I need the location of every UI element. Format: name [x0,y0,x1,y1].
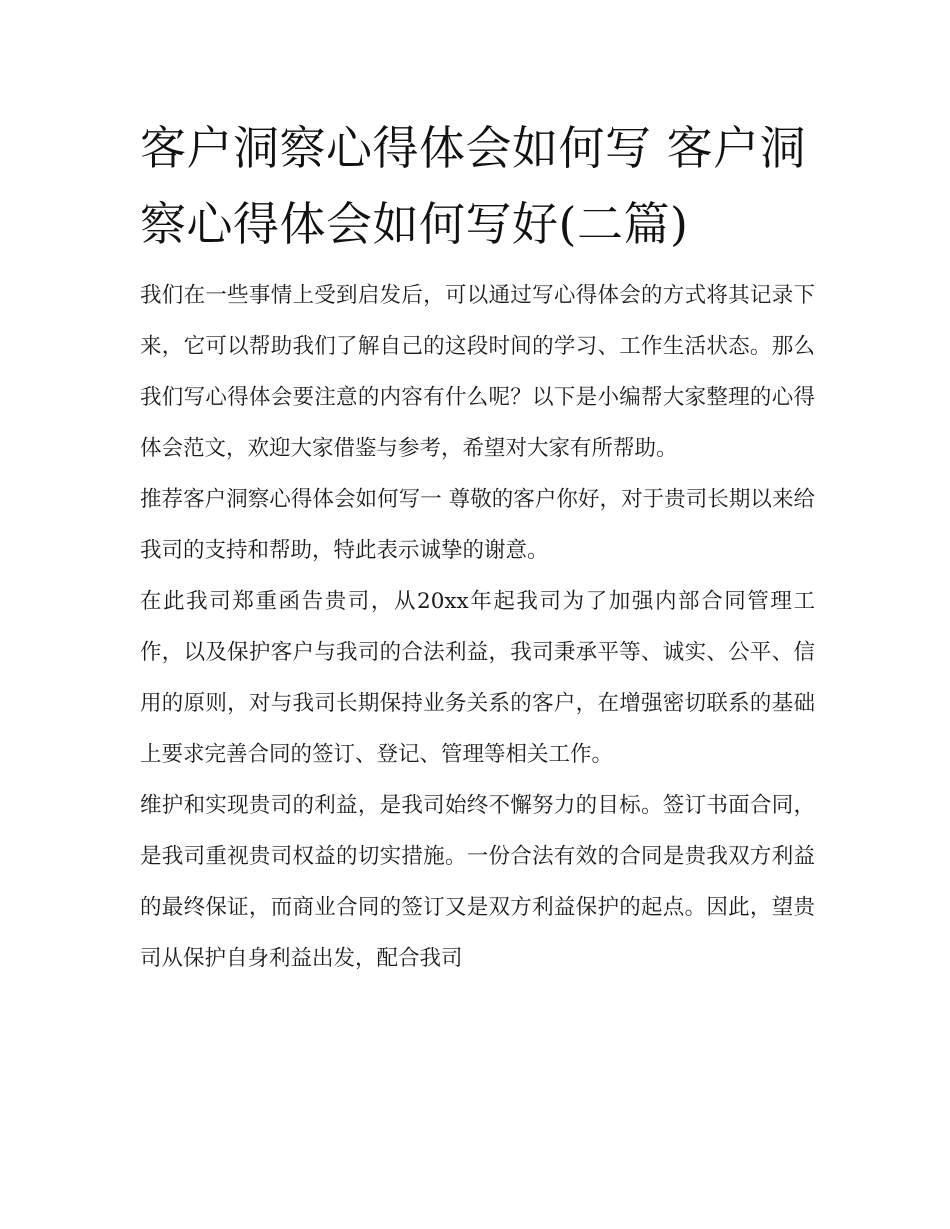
paragraph-greeting: 推荐客户洞察心得体会如何写一 尊敬的客户你好，对于贵司长期以来给我司的支持和帮助，特此表示诚挚的谢意。 [140,487,815,563]
paragraph-intro: 我们在一些事情上受到启发后，可以通过写心得体会的方式将其记录下来，它可以帮助我们了解自己的这段时间的学习、工作生活状态。那么我们写心得体会要注意的内容有什么呢？以下是小编帮大家整理的心得体会范文，欢迎大家借鉴与参考，希望对大家有所帮助。 [140,283,815,461]
paragraph-notice: 在此我司郑重函告贵司，从20xx年起我司为了加强内部合同管理工作，以及保护客户与我司的合法利益，我司秉承平等、诚实、公平、信用的原则，对与我司长期保持业务关系的客户，在增强密切联系的基础上要求完善合同的签订、登记、管理等相关工作。 [140,589,815,767]
paragraph-contract: 维护和实现贵司的利益，是我司始终不懈努力的目标。签订书面合同，是我司重视贵司权益的切实措施。一份合法有效的合同是贵我双方利益的最终保证，而商业合同的签订又是双方利益保护的起点。因此，望贵司从保护自身利益出发，配合我司 [140,793,815,971]
document-title: 客户洞察心得体会如何写 客户洞察心得体会如何写好(二篇) [140,121,807,251]
document-page [140,110,815,984]
